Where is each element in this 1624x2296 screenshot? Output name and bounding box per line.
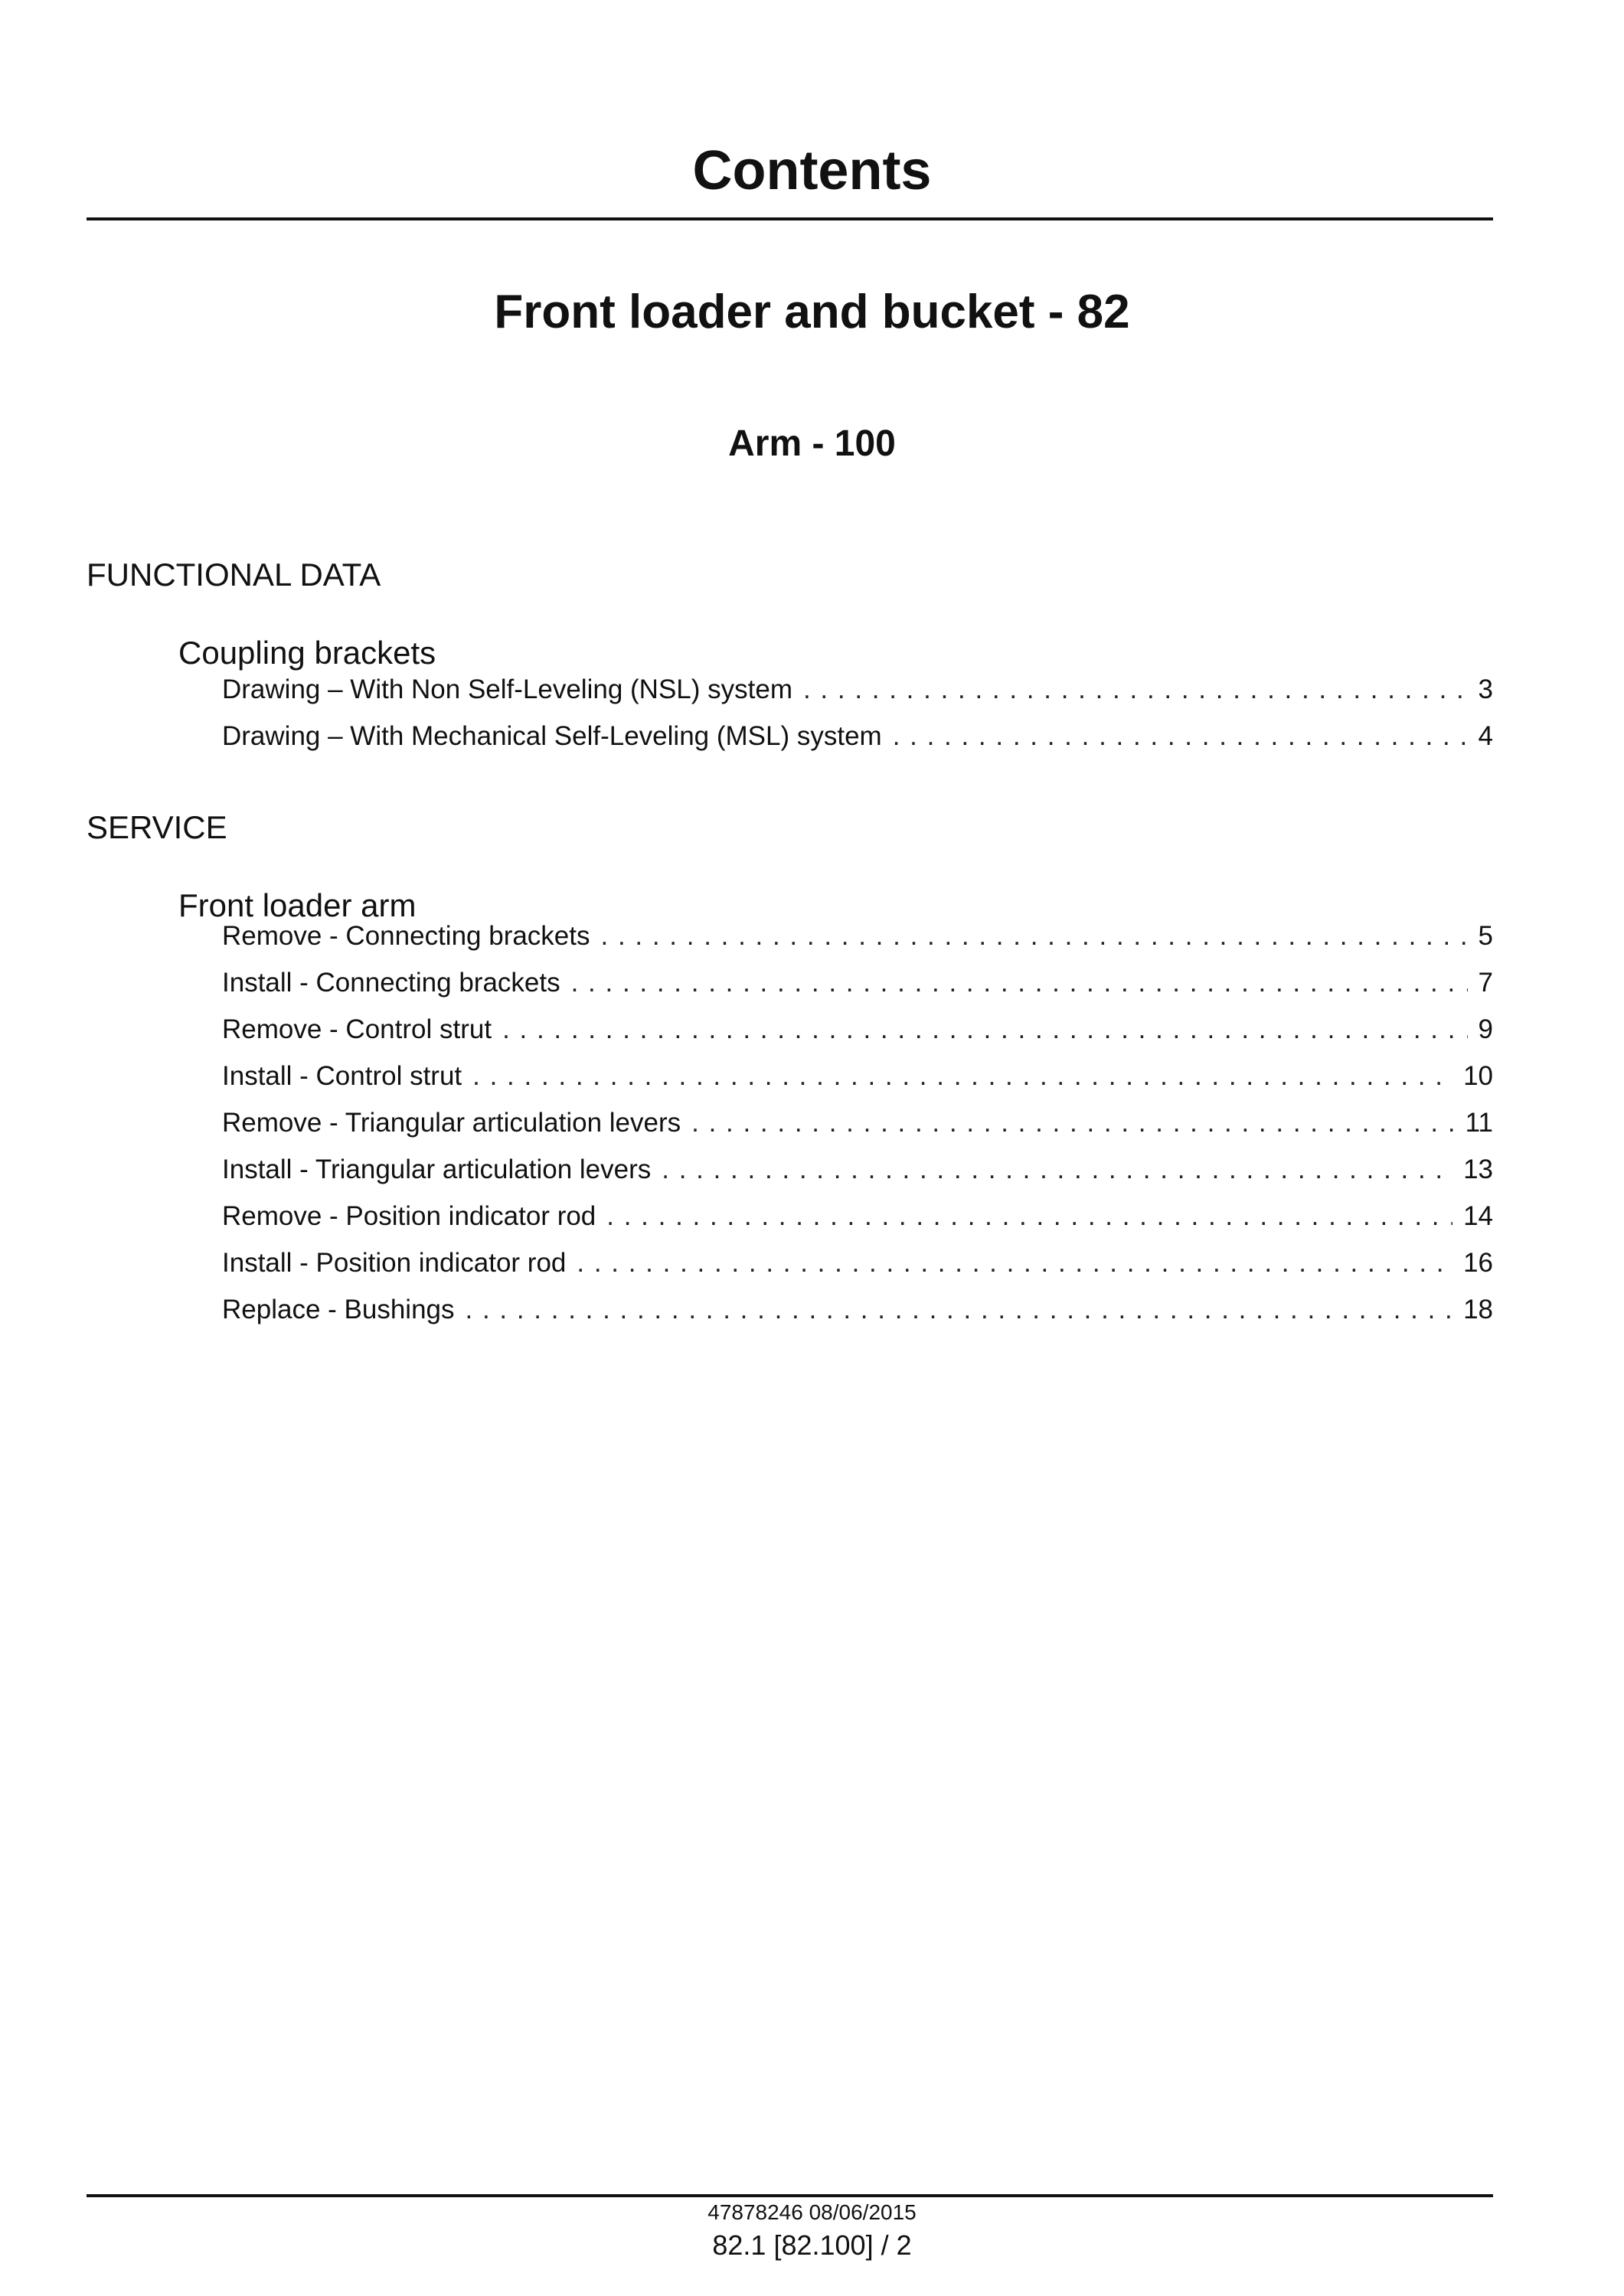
footer-page-reference: 82.1 [82.100] / 2: [712, 2229, 912, 2261]
toc-entry-title: Install - Control strut: [222, 1061, 462, 1091]
dot-leader: [606, 1197, 1452, 1236]
toc-entry-title: Remove - Position indicator rod: [222, 1201, 596, 1231]
toc-entry-title: Replace - Bushings: [222, 1295, 455, 1324]
dot-leader: [472, 1057, 1452, 1096]
dot-leader: [803, 671, 1468, 709]
subsection-title: Arm - 100: [728, 423, 896, 464]
group-title-coupling-brackets: Coupling brackets: [178, 635, 436, 671]
toc-entry-page: 7: [1478, 968, 1493, 998]
section-title: Front loader and bucket - 82: [494, 286, 1130, 338]
category-service: SERVICE: [87, 809, 227, 845]
dot-leader: [502, 1011, 1467, 1049]
toc-list-functional: [222, 671, 1493, 764]
toc-entry[interactable]: [222, 1244, 1493, 1291]
toc-entry-page: 16: [1463, 1248, 1493, 1278]
dot-leader: [691, 1104, 1455, 1142]
toc-entry-title: Remove - Connecting brackets: [222, 921, 590, 951]
toc-entry-page: 14: [1463, 1201, 1493, 1231]
toc-entry[interactable]: [222, 717, 1493, 764]
page-title: Contents: [692, 140, 932, 201]
toc-entry[interactable]: [222, 1197, 1493, 1244]
toc-entry-page: 5: [1478, 921, 1493, 951]
toc-entry-title: Drawing – With Non Self-Leveling (NSL) system: [222, 674, 792, 704]
footer-document-reference: 47878246 08/06/2015: [707, 2200, 917, 2224]
toc-entry-title: Drawing – With Mechanical Self-Leveling (MSL) system: [222, 721, 882, 751]
toc-list-service: [222, 917, 1493, 1337]
title-divider: [87, 217, 1493, 220]
dot-leader: [662, 1151, 1452, 1189]
toc-entry-title: Install - Connecting brackets: [222, 968, 560, 998]
toc-entry-page: 11: [1465, 1108, 1493, 1138]
toc-entry[interactable]: [222, 1057, 1493, 1104]
dot-leader: [466, 1291, 1453, 1329]
group-title-front-loader-arm: Front loader arm: [178, 887, 417, 923]
toc-entry[interactable]: [222, 1104, 1493, 1151]
toc-entry-page: 18: [1463, 1295, 1493, 1324]
category-functional-data: FUNCTIONAL DATA: [87, 557, 381, 593]
dot-leader: [893, 717, 1468, 756]
toc-entry[interactable]: [222, 1291, 1493, 1337]
toc-entry-page: 3: [1478, 674, 1493, 704]
dot-leader: [571, 964, 1468, 1002]
toc-entry-page: 13: [1463, 1155, 1493, 1184]
toc-entry[interactable]: [222, 1151, 1493, 1197]
dot-leader: [601, 917, 1468, 955]
toc-entry-title: Remove - Control strut: [222, 1014, 492, 1044]
toc-entry-page: 9: [1478, 1014, 1493, 1044]
toc-entry-title: Install - Triangular articulation levers: [222, 1155, 652, 1184]
toc-entry-title: Remove - Triangular articulation levers: [222, 1108, 681, 1138]
toc-entry-title: Install - Position indicator rod: [222, 1248, 567, 1278]
toc-entry[interactable]: [222, 964, 1493, 1011]
toc-entry[interactable]: [222, 1011, 1493, 1057]
toc-entry-page: 10: [1463, 1061, 1493, 1091]
dot-leader: [577, 1244, 1452, 1282]
toc-entry[interactable]: [222, 671, 1493, 717]
toc-entry-page: 4: [1478, 721, 1493, 751]
toc-entry[interactable]: [222, 917, 1493, 964]
